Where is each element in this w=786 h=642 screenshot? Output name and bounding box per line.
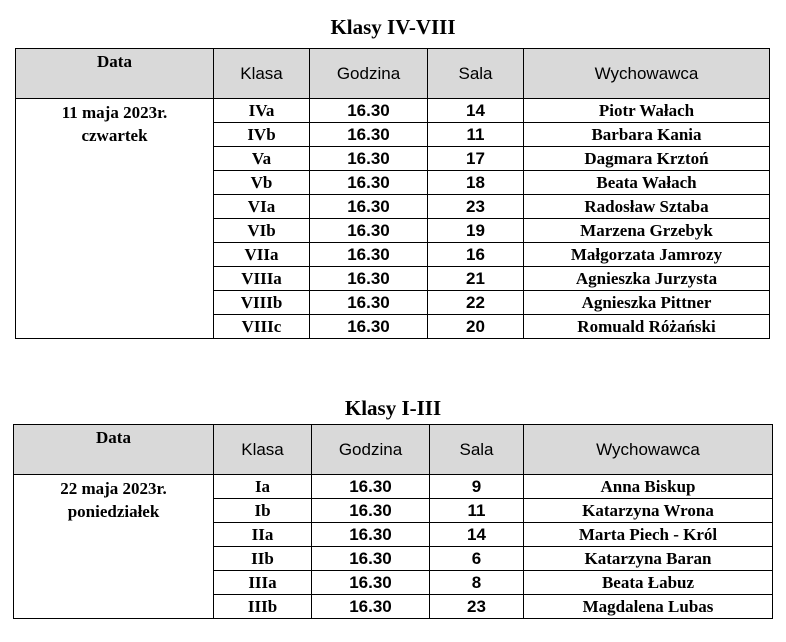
cell-sala: 20 (428, 315, 524, 339)
header-sala: Sala (428, 49, 524, 99)
header-godzina: Godzina (310, 49, 428, 99)
table-row (16, 99, 770, 123)
cell-wychowawca: Agnieszka Pittner (524, 291, 770, 315)
cell-sala: 16 (428, 243, 524, 267)
cell-klasa: IIIb (214, 595, 312, 619)
header-klasa: Klasa (214, 425, 312, 475)
date-cell (16, 99, 214, 339)
cell-klasa: IIIa (214, 571, 312, 595)
schedule-table-lower (13, 424, 773, 619)
cell-wychowawca: Piotr Wałach (524, 99, 770, 123)
cell-godzina: 16.30 (310, 195, 428, 219)
table-row (14, 475, 773, 499)
header-godzina: Godzina (312, 425, 430, 475)
cell-klasa: IVa (214, 99, 310, 123)
cell-godzina: 16.30 (310, 291, 428, 315)
cell-sala: 6 (430, 547, 524, 571)
cell-klasa: VIIIb (214, 291, 310, 315)
weekday-text: poniedziałek (67, 502, 160, 521)
cell-wychowawca: Dagmara Krztoń (524, 147, 770, 171)
table-body (14, 475, 773, 619)
cell-wychowawca: Barbara Kania (524, 123, 770, 147)
cell-sala: 18 (428, 171, 524, 195)
cell-klasa: Va (214, 147, 310, 171)
table-title-lower: Klasy I-III (344, 396, 442, 420)
header-data: Data (16, 49, 214, 99)
header-wychowawca: Wychowawca (524, 425, 773, 475)
cell-sala: 11 (430, 499, 524, 523)
cell-wychowawca: Beata Łabuz (524, 571, 773, 595)
cell-klasa: VIIa (214, 243, 310, 267)
cell-godzina: 16.30 (310, 219, 428, 243)
cell-godzina: 16.30 (312, 595, 430, 619)
cell-sala: 23 (428, 195, 524, 219)
cell-godzina: 16.30 (312, 499, 430, 523)
cell-wychowawca: Radosław Sztaba (524, 195, 770, 219)
header-row (14, 425, 773, 475)
header-klasa: Klasa (214, 49, 310, 99)
cell-sala: 17 (428, 147, 524, 171)
cell-klasa: IIa (214, 523, 312, 547)
cell-klasa: VIIIa (214, 267, 310, 291)
cell-godzina: 16.30 (310, 147, 428, 171)
cell-sala: 23 (430, 595, 524, 619)
cell-godzina: 16.30 (310, 123, 428, 147)
date-text: 22 maja 2023r. (60, 479, 167, 498)
cell-wychowawca: Marta Piech - Król (524, 523, 773, 547)
cell-sala: 9 (430, 475, 524, 499)
cell-sala: 19 (428, 219, 524, 243)
header-row (16, 49, 770, 99)
cell-klasa: VIIIc (214, 315, 310, 339)
cell-klasa: VIa (214, 195, 310, 219)
table-body (16, 99, 770, 339)
cell-sala: 14 (430, 523, 524, 547)
cell-wychowawca: Marzena Grzebyk (524, 219, 770, 243)
header-sala: Sala (430, 425, 524, 475)
cell-klasa: IIb (214, 547, 312, 571)
cell-godzina: 16.30 (312, 523, 430, 547)
cell-godzina: 16.30 (312, 571, 430, 595)
cell-sala: 14 (428, 99, 524, 123)
cell-sala: 21 (428, 267, 524, 291)
cell-godzina: 16.30 (312, 475, 430, 499)
cell-wychowawca: Małgorzata Jamrozy (524, 243, 770, 267)
table-title-upper: Klasy IV-VIII (330, 15, 456, 39)
cell-wychowawca: Beata Wałach (524, 171, 770, 195)
cell-godzina: 16.30 (310, 243, 428, 267)
cell-klasa: IVb (214, 123, 310, 147)
date-cell (14, 475, 214, 619)
cell-godzina: 16.30 (310, 171, 428, 195)
cell-wychowawca: Katarzyna Baran (524, 547, 773, 571)
date-text: 11 maja 2023r. (61, 103, 168, 122)
schedule-table-upper (15, 48, 770, 339)
cell-wychowawca: Katarzyna Wrona (524, 499, 773, 523)
cell-godzina: 16.30 (310, 267, 428, 291)
header-wychowawca: Wychowawca (524, 49, 770, 99)
cell-wychowawca: Agnieszka Jurzysta (524, 267, 770, 291)
cell-wychowawca: Romuald Różański (524, 315, 770, 339)
cell-godzina: 16.30 (310, 99, 428, 123)
header-data: Data (14, 425, 214, 475)
cell-sala: 8 (430, 571, 524, 595)
cell-klasa: Ia (214, 475, 312, 499)
weekday-text: czwartek (81, 126, 148, 145)
cell-godzina: 16.30 (312, 547, 430, 571)
cell-wychowawca: Magdalena Lubas (524, 595, 773, 619)
cell-sala: 22 (428, 291, 524, 315)
cell-sala: 11 (428, 123, 524, 147)
cell-klasa: VIb (214, 219, 310, 243)
cell-godzina: 16.30 (310, 315, 428, 339)
cell-klasa: Ib (214, 499, 312, 523)
cell-klasa: Vb (214, 171, 310, 195)
cell-wychowawca: Anna Biskup (524, 475, 773, 499)
